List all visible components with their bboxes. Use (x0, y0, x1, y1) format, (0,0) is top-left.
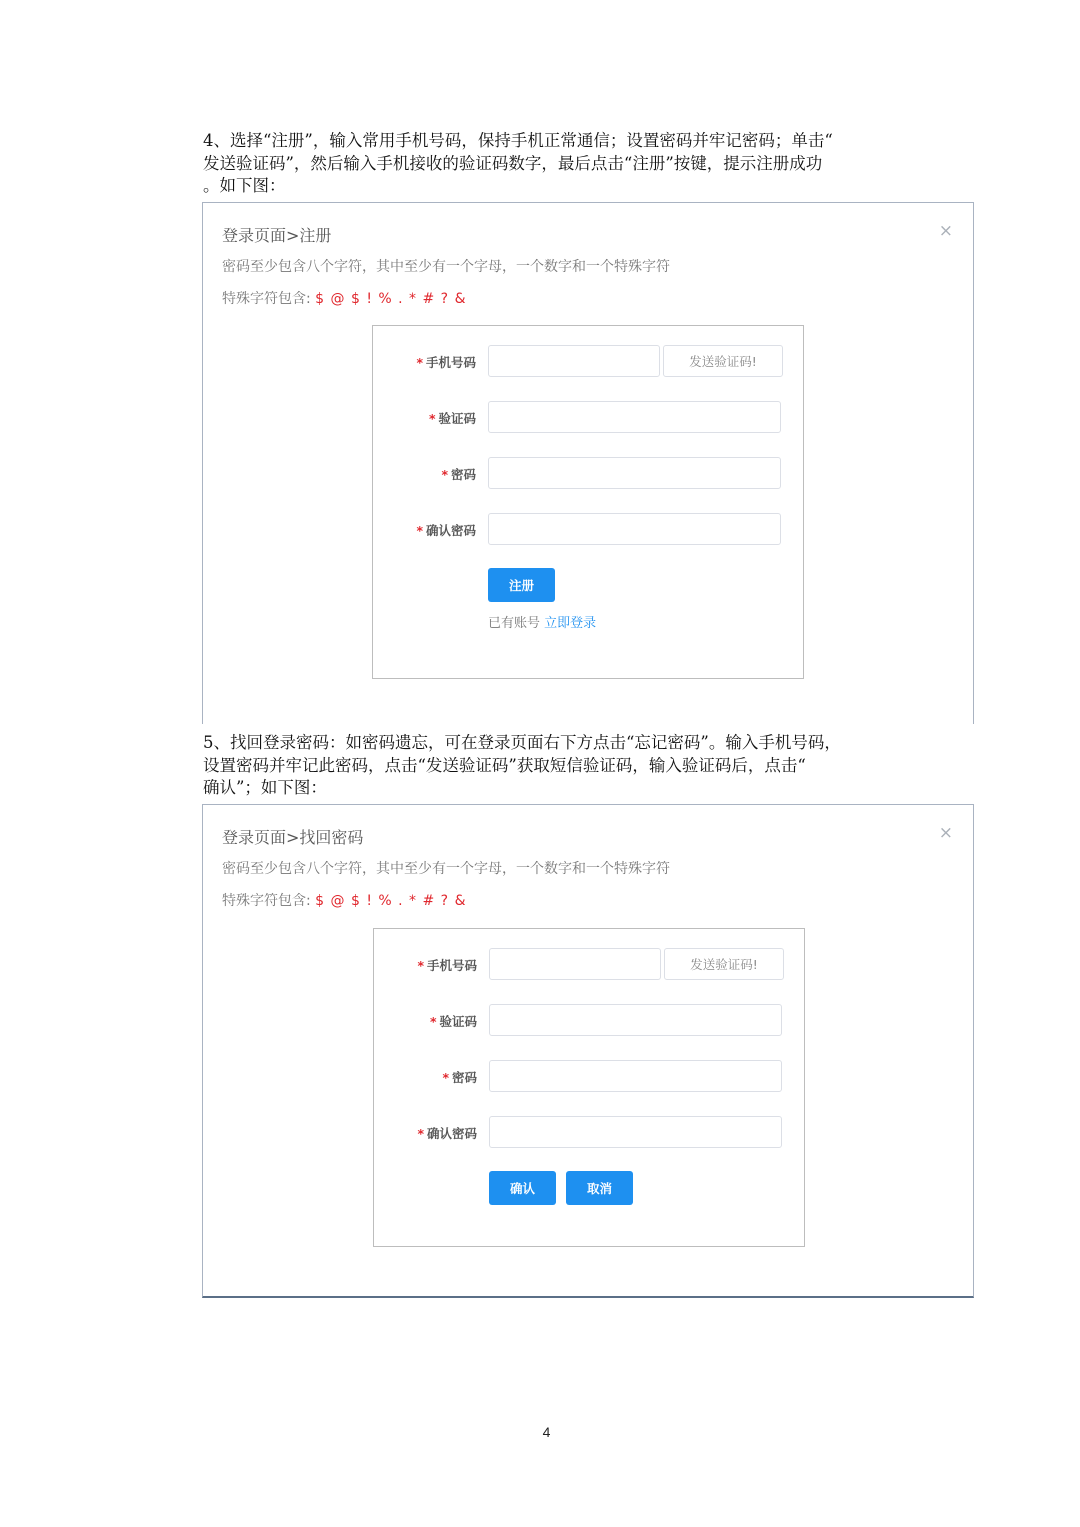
special-chars-list: $ @ $ ! % . * # ? & (315, 291, 467, 307)
password-input[interactable] (489, 1060, 782, 1092)
send-code-button[interactable]: 发送验证码! (664, 948, 784, 980)
confirm-password-input[interactable] (489, 1116, 782, 1148)
cancel-button[interactable]: 取消 (566, 1171, 633, 1205)
password-label: * 密码 (442, 1070, 477, 1085)
password-hint: 密码至少包含八个字符，其中至少有一个字母，一个数字和一个特殊字符 (222, 861, 670, 877)
phone-row (373, 345, 803, 379)
phone-label: * 手机号码 (417, 958, 477, 973)
password-input[interactable] (488, 457, 781, 489)
confirm-password-label: * 确认密码 (417, 1126, 477, 1141)
password-hint: 密码至少包含八个字符，其中至少有一个字母，一个数字和一个特殊字符 (222, 259, 670, 275)
phone-label: * 手机号码 (416, 355, 476, 370)
code-label: * 验证码 (428, 411, 476, 426)
page-number: 4 (542, 1424, 551, 1440)
confirm-password-row (374, 1116, 804, 1150)
special-chars-label: 特殊字符包含: (222, 291, 316, 307)
password-label: * 密码 (441, 467, 476, 482)
phone-input[interactable] (489, 948, 661, 980)
special-chars-list: $ @ $ ! % . * # ? & (315, 893, 467, 909)
send-code-button[interactable]: 发送验证码! (663, 345, 783, 377)
confirm-button[interactable]: 确认 (489, 1171, 556, 1205)
step5-line-2: 设置密码并牢记此密码，点击“发送验证码”获取短信验证码，输入验证码后，点击“ (203, 755, 806, 775)
phone-input[interactable] (488, 345, 660, 377)
phone-row (374, 948, 804, 982)
code-label: * 验证码 (429, 1014, 477, 1029)
step4-line-1: 4、选择“注册”，输入常用手机号码，保持手机正常通信；设置密码并牢记密码；单击“ (203, 131, 833, 150)
recover-dialog-title: 登录页面>找回密码 (222, 828, 364, 847)
special-chars-hint (222, 890, 466, 910)
code-input[interactable] (489, 1004, 782, 1036)
password-row (373, 457, 803, 491)
close-icon[interactable]: × (938, 221, 953, 241)
register-button[interactable]: 注册 (488, 568, 555, 602)
confirm-password-input[interactable] (488, 513, 781, 545)
step5-line-1: 5、找回登录密码：如密码遗忘，可在登录页面右下方点击“忘记密码”。输入手机号码， (203, 733, 841, 752)
login-prompt (488, 612, 596, 631)
step5-line-3: 确认”；如下图： (203, 778, 327, 797)
close-icon[interactable]: × (938, 823, 953, 843)
special-chars-label: 特殊字符包含: (222, 893, 316, 909)
confirm-password-row (373, 513, 803, 547)
code-input[interactable] (488, 401, 781, 433)
step5-paragraph (203, 732, 933, 800)
register-dialog-title: 登录页面>注册 (222, 226, 332, 245)
code-row (373, 401, 803, 435)
password-row (374, 1060, 804, 1094)
register-form (372, 325, 804, 679)
recover-form (373, 928, 805, 1247)
register-dialog (202, 202, 974, 724)
recover-dialog (202, 804, 974, 1298)
have-account-text: 已有账号 (488, 616, 545, 631)
special-chars-hint (222, 288, 466, 308)
login-link[interactable]: 立即登录 (544, 616, 597, 631)
step4-line-2: 发送验证码”，然后输入手机接收的验证码数字，最后点击“注册”按键，提示注册成功 (203, 153, 823, 173)
code-row (374, 1004, 804, 1038)
step4-paragraph (203, 130, 933, 198)
step4-line-3: 。如下图： (203, 176, 286, 195)
confirm-password-label: * 确认密码 (416, 523, 476, 538)
